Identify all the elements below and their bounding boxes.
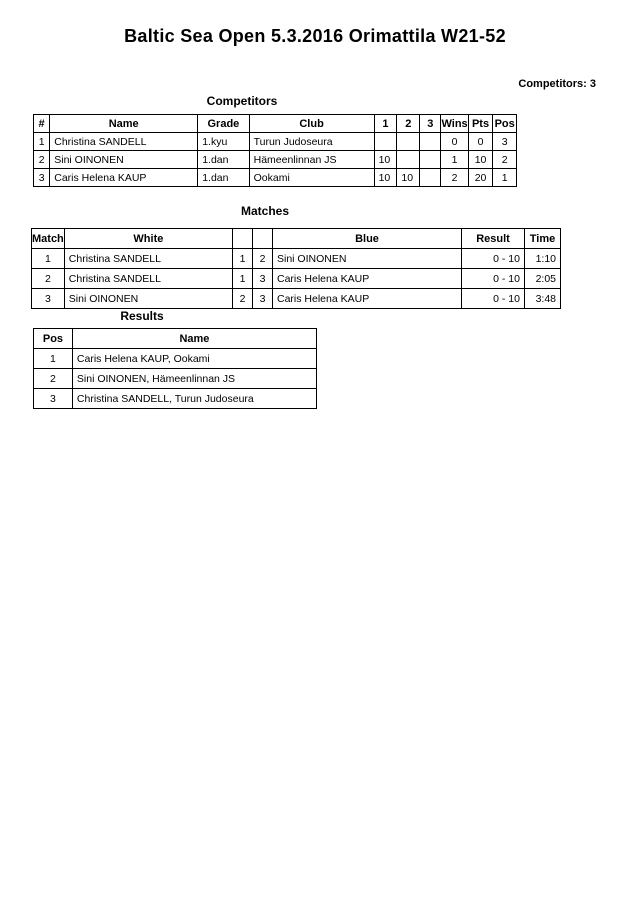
competitor-grade: 1.dan [198, 169, 249, 187]
competitor-number: 2 [34, 151, 50, 169]
competitor-round-1 [374, 133, 397, 151]
column-header-blue-number [253, 229, 273, 249]
table-row [34, 169, 517, 187]
column-header-name: Name [50, 115, 198, 133]
match-result: 0 - 10 [462, 289, 525, 309]
competitor-pos: 1 [493, 169, 517, 187]
competitor-name: Christina SANDELL [50, 133, 198, 151]
table-row [32, 289, 561, 309]
column-header-pos: Pos [34, 329, 73, 349]
table-row [34, 133, 517, 151]
column-header-name: Name [72, 329, 316, 349]
match-blue-name: Caris Helena KAUP [273, 269, 462, 289]
column-header-grade: Grade [198, 115, 249, 133]
column-header-match: Match [32, 229, 65, 249]
page-title: Baltic Sea Open 5.3.2016 Orimattila W21-52 [124, 26, 506, 46]
match-time: 1:10 [525, 249, 561, 269]
match-result: 0 - 10 [462, 269, 525, 289]
result-name: Christina SANDELL, Turun Judoseura [72, 389, 316, 409]
match-white-name: Sini OINONEN [64, 289, 232, 309]
competitor-grade: 1.kyu [198, 133, 249, 151]
competitors-section [33, 114, 517, 187]
document-page [0, 26, 630, 917]
column-header-wins: Wins [441, 115, 468, 133]
match-time: 2:05 [525, 269, 561, 289]
table-header-row [34, 115, 517, 133]
column-header-pos: Pos [493, 115, 517, 133]
results-heading: Results [120, 309, 164, 323]
result-pos: 3 [34, 389, 73, 409]
competitor-pts: 0 [468, 133, 493, 151]
table-header-row [32, 229, 561, 249]
table-row [34, 369, 317, 389]
competitor-round-1: 10 [374, 169, 397, 187]
column-header-round-2: 2 [397, 115, 420, 133]
match-blue-name: Sini OINONEN [273, 249, 462, 269]
competitor-name: Caris Helena KAUP [50, 169, 198, 187]
match-white-number: 2 [233, 289, 253, 309]
column-header-pts: Pts [468, 115, 493, 133]
match-white-name: Christina SANDELL [64, 249, 232, 269]
table-header-row [34, 329, 317, 349]
match-blue-name: Caris Helena KAUP [273, 289, 462, 309]
match-white-number: 1 [233, 249, 253, 269]
table-row [34, 349, 317, 369]
competitor-round-3 [420, 133, 441, 151]
match-white-number: 1 [233, 269, 253, 289]
competitor-name: Sini OINONEN [50, 151, 198, 169]
match-time: 3:48 [525, 289, 561, 309]
competitor-pts: 20 [468, 169, 493, 187]
competitor-pos: 2 [493, 151, 517, 169]
competitor-wins: 1 [441, 151, 468, 169]
competitors-heading: Competitors [206, 94, 278, 108]
match-number: 3 [32, 289, 65, 309]
column-header-number: # [34, 115, 50, 133]
match-result: 0 - 10 [462, 249, 525, 269]
competitors-table [33, 114, 517, 187]
column-header-result: Result [462, 229, 525, 249]
match-blue-number: 3 [253, 269, 273, 289]
competitor-club: Hämeenlinnan JS [249, 151, 374, 169]
match-blue-number: 2 [253, 249, 273, 269]
competitor-wins: 2 [441, 169, 468, 187]
column-header-time: Time [525, 229, 561, 249]
competitor-club: Ookami [249, 169, 374, 187]
competitor-pos: 3 [493, 133, 517, 151]
match-white-name: Christina SANDELL [64, 269, 232, 289]
table-row [32, 249, 561, 269]
competitor-number: 3 [34, 169, 50, 187]
column-header-round-3: 3 [420, 115, 441, 133]
table-row [32, 269, 561, 289]
competitor-round-2: 10 [397, 169, 420, 187]
results-section [33, 328, 317, 409]
column-header-club: Club [249, 115, 374, 133]
competitor-number: 1 [34, 133, 50, 151]
column-header-round-1: 1 [374, 115, 397, 133]
result-name: Caris Helena KAUP, Ookami [72, 349, 316, 369]
competitor-grade: 1.dan [198, 151, 249, 169]
results-table [33, 328, 317, 409]
result-pos: 2 [34, 369, 73, 389]
match-number: 2 [32, 269, 65, 289]
matches-heading: Matches [240, 204, 290, 218]
match-blue-number: 3 [253, 289, 273, 309]
column-header-blue: Blue [273, 229, 462, 249]
competitor-wins: 0 [441, 133, 468, 151]
result-name: Sini OINONEN, Hämeenlinnan JS [72, 369, 316, 389]
match-number: 1 [32, 249, 65, 269]
competitors-count: Competitors: 3 [518, 78, 596, 90]
competitor-club: Turun Judoseura [249, 133, 374, 151]
competitor-round-2 [397, 151, 420, 169]
competitor-round-1: 10 [374, 151, 397, 169]
competitor-round-3 [420, 151, 441, 169]
table-row [34, 389, 317, 409]
table-row [34, 151, 517, 169]
column-header-white: White [64, 229, 232, 249]
matches-section [31, 228, 561, 309]
competitor-pts: 10 [468, 151, 493, 169]
result-pos: 1 [34, 349, 73, 369]
competitor-round-2 [397, 133, 420, 151]
matches-table [31, 228, 561, 309]
column-header-white-number [233, 229, 253, 249]
competitor-round-3 [420, 169, 441, 187]
